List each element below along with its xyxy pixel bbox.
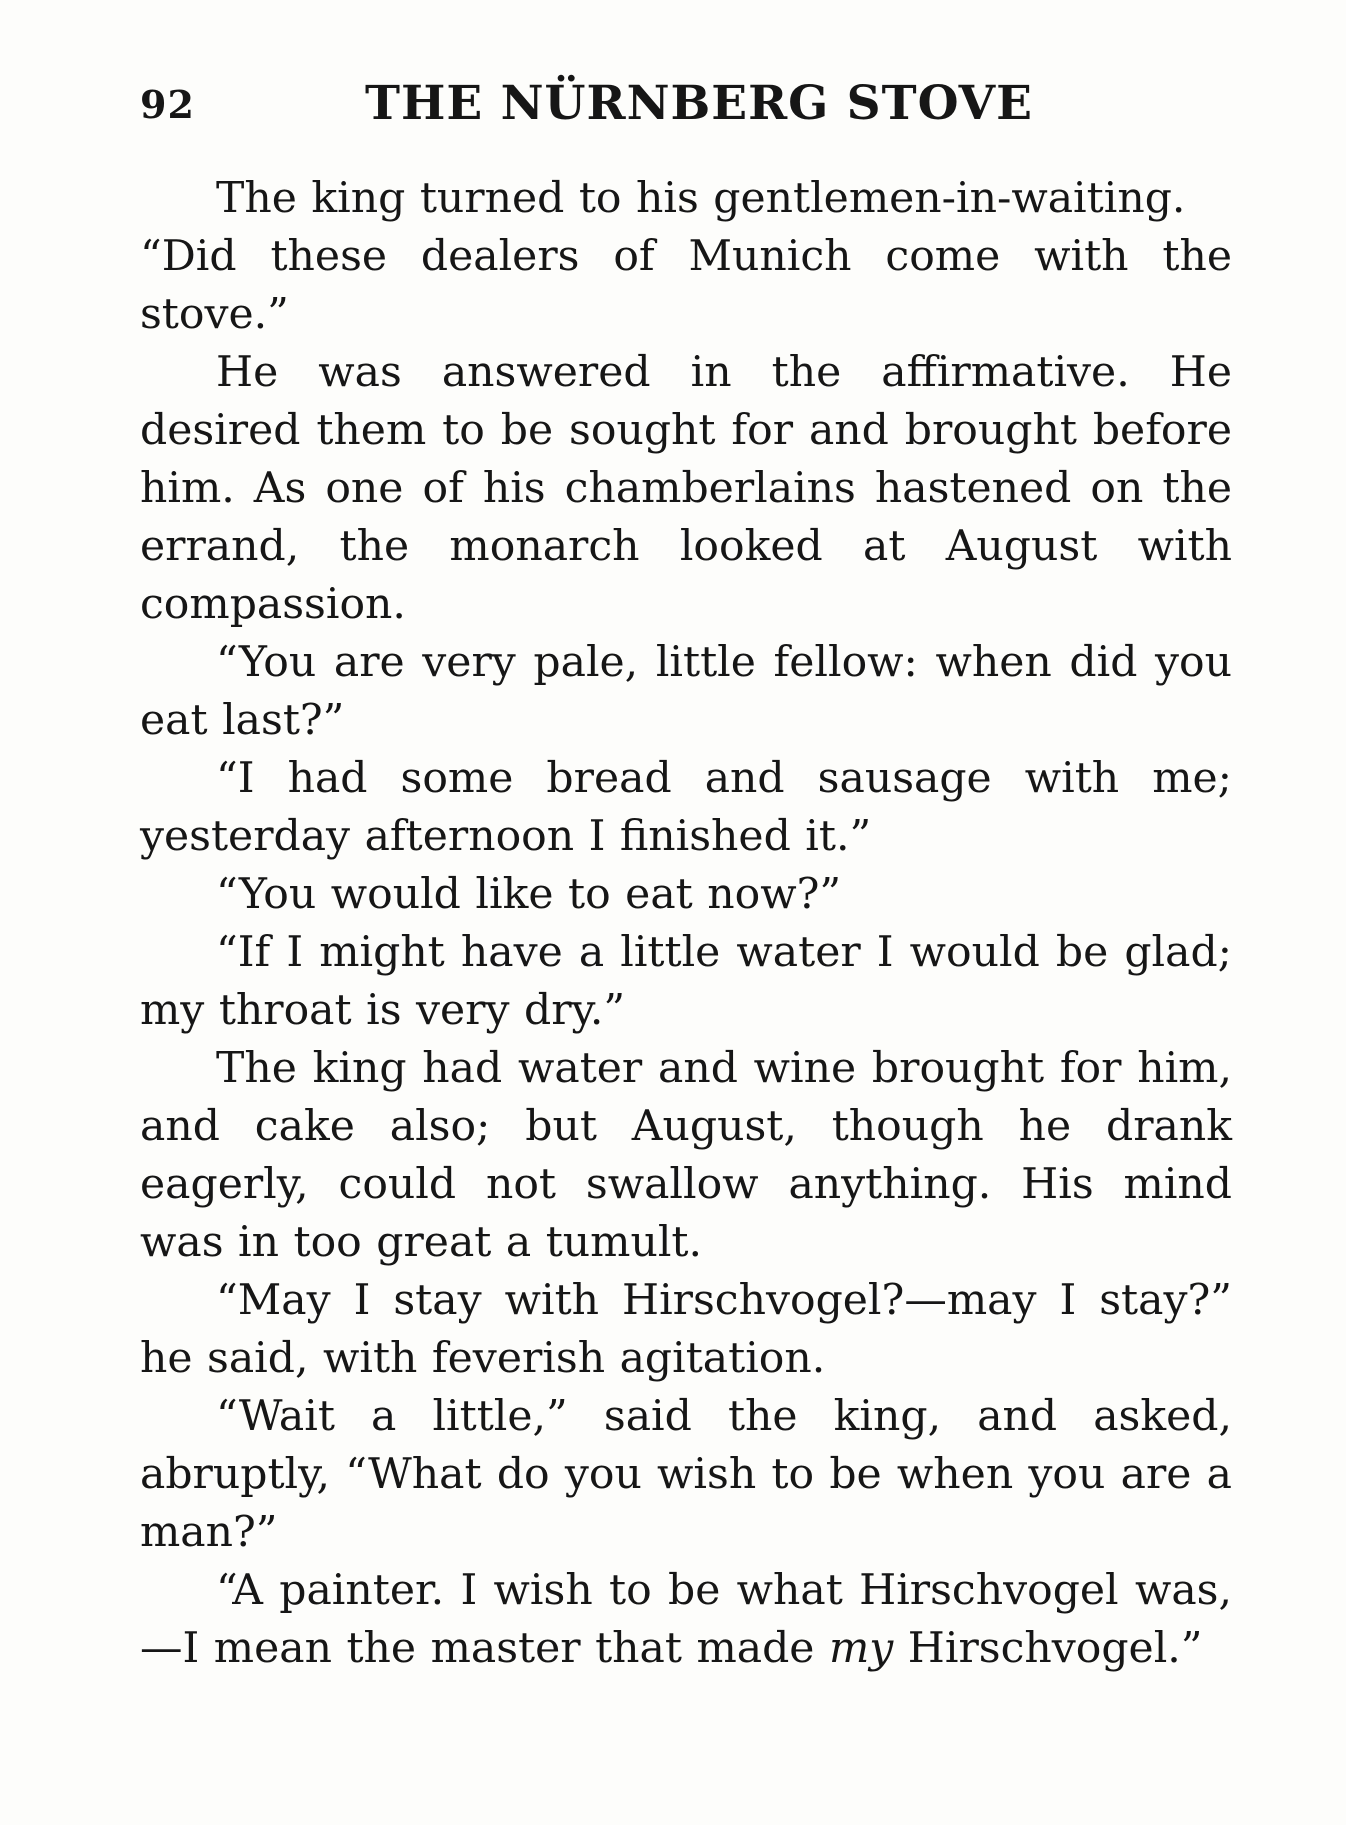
last-paragraph-start: “A painter. I wish to be what Hirschvogel was,—I mean the master that made <box>140 1566 1232 1673</box>
paragraph: “May I stay with Hirschvogel?—may I stay?” he said, with feverish agitation. <box>140 1276 1232 1383</box>
paragraph: He was answered in the affirmative. He desired them to be sought for and brought before him. As one of his chamberlains hastened on the errand, the monarch looked at August with compassion. <box>140 348 1232 629</box>
paragraph: “If I might have a little water I would be glad; my throat is very dry.” <box>140 928 1232 1035</box>
page-number: 92 <box>140 82 195 127</box>
paragraph: “Wait a little,” said the king, and asked, abruptly, “What do you wish to be when you are a man?” <box>140 1392 1232 1557</box>
italic-word: my <box>828 1624 894 1673</box>
page-header <box>140 70 1240 140</box>
last-paragraph-end: Hirschvogel.” <box>893 1624 1203 1673</box>
running-title: THE NÜRNBERG STOVE <box>365 76 1033 131</box>
paragraph: “Did these dealers of Munich come with the stove.” <box>140 232 1232 339</box>
paragraph: The king had water and wine brought for him, and cake also; but August, though he drank eagerly, could not swallow anything. His mind was in too great a tumult. <box>140 1044 1232 1267</box>
last-paragraph <box>140 1562 1232 1678</box>
body-text <box>140 170 1232 1678</box>
paragraph: “You would like to eat now?” <box>216 870 842 919</box>
paragraph: “You are very pale, little fellow: when did you eat last?” <box>140 638 1232 745</box>
paragraph: The king turned to his gentlemen-in-waiting. <box>216 174 1186 223</box>
paragraph: “I had some bread and sausage with me; yesterday afternoon I finished it.” <box>140 754 1232 861</box>
